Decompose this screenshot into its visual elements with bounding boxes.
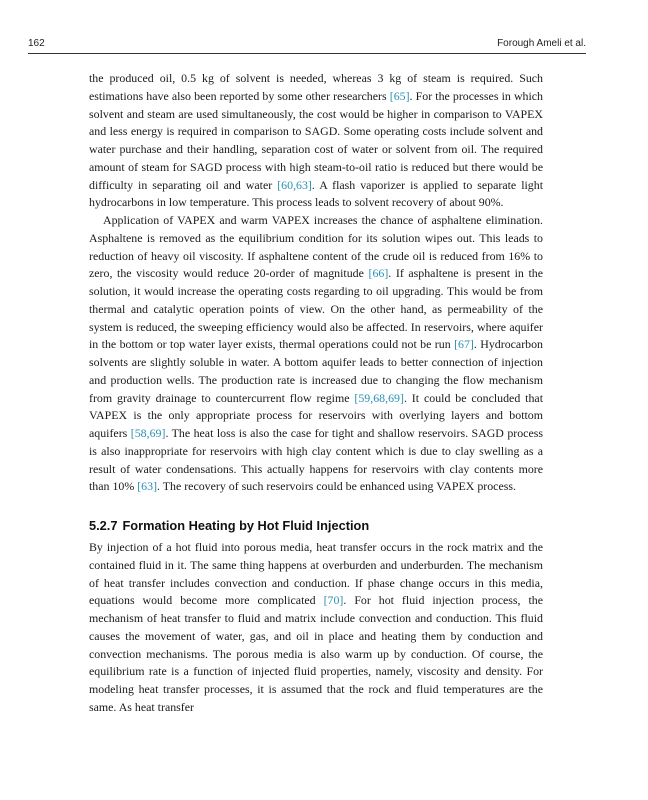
paragraph-1: the produced oil, 0.5 kg of solvent is needed, whereas 3 kg of steam is required. Such estimations have also been reported by some other researchers [65]. For the processes in which solvent and steam are used simultaneously, the cost would be higher in comparison to VAPEX and less energy is required in comparison to SAGD. Some operating costs include solvent and water purchase and their handling, separation cost of water or solvent from oil. The required amount of steam for SAGD process with high steam-to-oil ratio is reduced but there would be difficulty in separating oil and water [60,63]. A flash vaporizer is applied to separate light hydrocarbons in low temperature. This process leads to solvent recovery of about 90%.: [89, 71, 543, 210]
citation-link[interactable]: [60,63]: [277, 177, 312, 192]
citation-link[interactable]: [63]: [137, 479, 158, 494]
citation-link[interactable]: [59,68,69]: [354, 390, 404, 405]
citation-link[interactable]: [67]: [454, 337, 474, 352]
header-rule: [28, 53, 586, 54]
section-number: 5.2.7: [89, 518, 118, 533]
citation-link[interactable]: [66]: [368, 266, 389, 281]
paragraph-3: By injection of a hot fluid into porous media, heat transfer occurs in the rock matrix and the contained fluid in it. The same thing happens at overburden and underburden. The mechanism of heat transfer includes convection and conduction. If phase change occurs in this media, equations would become more complicated [70]. For hot fluid injection process, the mechanism of heat transfer to fluid and matrix include convection and conduction. This fluid causes the movement of water, gas, and oil in place and heating them by conduction and convection mechanisms. The porous media is also warm up by conduction. Of course, the equilibrium rate is a function of injected fluid properties, namely, viscosity and density. For modeling heat transfer processes, it is assumed that the rock and fluid temperatures are the same. As heat transfer: [89, 540, 544, 714]
section-heading: [89, 517, 543, 535]
citation-link[interactable]: [58,69]: [130, 426, 166, 440]
section-title: Formation Heating by Hot Fluid Injection: [122, 518, 370, 533]
paragraph-2: Application of VAPEX and warm VAPEX increases the chance of asphaltene elimination. Asphaltene is removed as the equilibrium condition for its solution wipes out. This leads to reduction of heavy oil viscosity. If asphaltene content of the crude oil is reduced from 16% to zero, the viscosity would reduce 20-order of magnitude [66]. If asphaltene is present in the solution, it would increase the operating costs regarding to oil upgrading. This would be from thermal and catalytic operation points of view. On the other hand, as permeability of the system is reduced, the sweeping efficiency would also be affected. In reservoirs, where aquifer in the bottom or top water layer exists, thermal operations could not be run [67]. Hydrocarbon solvents are slightly soluble in water. A bottom aquifer leads to better connection of injection and production wells. The production rate is increased due to changing the flow mechanism from gravity drainage to countercurrent flow regime [59,68,69]. It could be concluded that VAPEX is the only appropriate process for reservoirs with overlying layers and bottom aquifers [58,69]. The heat loss is also the case for tight and shallow reservoirs. SAGD process is also inappropriate for reservoirs with high clay content which is due to clay swelling as a result of water condensations. This actually happens for reservoirs with clay contents more than 10% [63]. The recovery of such reservoirs could be enhanced using VAPEX process.: [89, 213, 544, 494]
page-number: 162: [28, 38, 45, 49]
running-head-authors: Forough Ameli et al.: [497, 38, 586, 49]
body-text: [89, 70, 543, 717]
citation-link[interactable]: [65]: [389, 88, 410, 103]
citation-link[interactable]: [70]: [323, 593, 344, 608]
